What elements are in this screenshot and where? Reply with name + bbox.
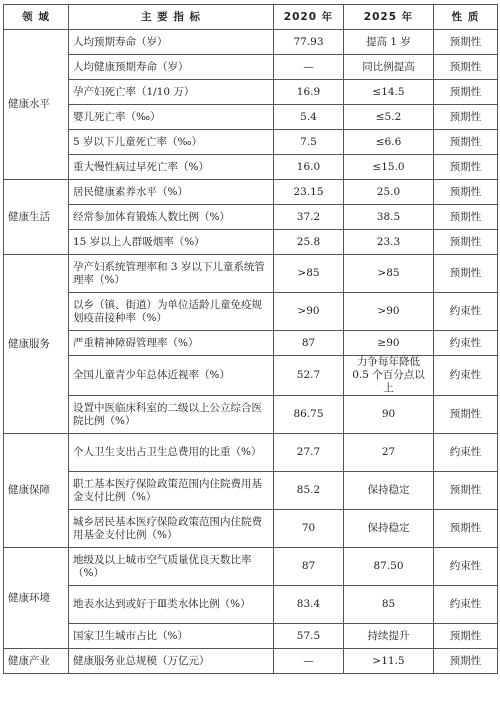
nature-cell: 预期性 [434,155,498,180]
value-2020-cell: 7.5 [274,130,344,155]
value-2025-cell: >90 [344,293,434,331]
header-nature: 性 质 [434,5,498,30]
nature-cell: 预期性 [434,255,498,293]
domain-health-industry: 健康产业 [4,649,69,674]
table-row [4,293,498,331]
indicator-cell: 全国儿童青少年总体近视率（%） [69,356,274,396]
indicator-cell: 5 岁以下儿童死亡率（‰） [69,130,274,155]
indicator-cell: 孕产妇系统管理率和 3 岁以下儿童系统管理率（%） [69,255,274,293]
nature-cell: 预期性 [434,180,498,205]
value-2025-cell: ≤6.6 [344,130,434,155]
nature-cell: 预期性 [434,624,498,649]
indicator-cell: 国家卫生城市占比（%） [69,624,274,649]
nature-cell: 预期性 [434,510,498,548]
value-2020-cell: — [274,649,344,674]
nature-cell: 预期性 [434,105,498,130]
indicator-cell: 以乡（镇、街道）为单位适龄儿童免疫规划疫苗接种率（%） [69,293,274,331]
indicator-cell: 健康服务业总规模（万亿元） [69,649,274,674]
value-2025-cell: ≤14.5 [344,80,434,105]
table-row [4,510,498,548]
value-2025-cell: 力争每年降低 0.5 个百分点以上 [344,356,434,396]
table-row [4,255,498,293]
nature-cell: 约束性 [434,548,498,586]
nature-cell: 约束性 [434,293,498,331]
header-domain: 领 域 [4,5,69,30]
indicator-cell: 城乡居民基本医疗保险政策范围内住院费用基金支付比例（%） [69,510,274,548]
header-year-2025: 2025 年 [344,5,434,30]
table-row [4,105,498,130]
table-row [4,548,498,586]
table-header [4,5,498,30]
value-2025-cell: >85 [344,255,434,293]
nature-cell: 约束性 [434,586,498,624]
indicator-cell: 设置中医临床科室的二级以上公立综合医院比例（%） [69,396,274,434]
value-2020-cell: 27.7 [274,434,344,472]
value-2025-cell: 持续提升 [344,624,434,649]
table-row [4,356,498,396]
domain-healthy-living: 健康生活 [4,180,69,255]
value-2020-cell: 23.15 [274,180,344,205]
value-2025-cell: 23.3 [344,230,434,255]
nature-cell: 约束性 [434,331,498,356]
value-2020-cell: 85.2 [274,472,344,510]
domain-health-services: 健康服务 [4,255,69,434]
value-2025-cell: 保持稳定 [344,472,434,510]
value-2025-cell: 27 [344,434,434,472]
value-2025-cell: 同比例提高 [344,55,434,80]
table-row [4,624,498,649]
value-2020-cell: >90 [274,293,344,331]
table-row [4,55,498,80]
health-indicators-table [3,4,498,674]
table-row [4,180,498,205]
value-2020-cell: 86.75 [274,396,344,434]
value-2020-cell: 87 [274,548,344,586]
indicator-cell: 孕产妇死亡率（1/10 万） [69,80,274,105]
table-row [4,205,498,230]
indicator-cell: 重大慢性病过早死亡率（%） [69,155,274,180]
table-row [4,649,498,674]
value-2025-cell: ≥90 [344,331,434,356]
indicator-cell: 经常参加体育锻炼人数比例（%） [69,205,274,230]
nature-cell: 预期性 [434,130,498,155]
value-2020-cell: 16.0 [274,155,344,180]
table-row [4,472,498,510]
nature-cell: 预期性 [434,472,498,510]
domain-health-level: 健康水平 [4,30,69,180]
value-2025-cell: 87.50 [344,548,434,586]
table-row [4,130,498,155]
nature-cell: 预期性 [434,396,498,434]
table-row [4,230,498,255]
nature-cell: 预期性 [434,80,498,105]
domain-health-environment: 健康环境 [4,548,69,649]
value-2025-cell: 38.5 [344,205,434,230]
table-row [4,434,498,472]
nature-cell: 约束性 [434,434,498,472]
indicator-cell: 15 岁以上人群吸烟率（%） [69,230,274,255]
value-2020-cell: 57.5 [274,624,344,649]
table-row [4,396,498,434]
nature-cell: 预期性 [434,205,498,230]
value-2020-cell: — [274,55,344,80]
indicator-cell: 职工基本医疗保险政策范围内住院费用基金支付比例（%） [69,472,274,510]
value-2020-cell: >85 [274,255,344,293]
value-2020-cell: 87 [274,331,344,356]
indicator-cell: 地表水达到或好于Ⅲ类水体比例（%） [69,586,274,624]
indicator-cell: 人均健康预期寿命（岁） [69,55,274,80]
nature-cell: 预期性 [434,30,498,55]
value-2020-cell: 5.4 [274,105,344,130]
indicator-cell: 严重精神障碍管理率（%） [69,331,274,356]
nature-cell: 约束性 [434,356,498,396]
value-2020-cell: 77.93 [274,30,344,55]
value-2025-cell: 25.0 [344,180,434,205]
header-year-2020: 2020 年 [274,5,344,30]
indicator-cell: 个人卫生支出占卫生总费用的比重（%） [69,434,274,472]
value-2020-cell: 25.8 [274,230,344,255]
domain-health-security: 健康保障 [4,434,69,548]
table-row [4,331,498,356]
indicator-cell: 婴儿死亡率（‰） [69,105,274,130]
nature-cell: 预期性 [434,55,498,80]
value-2020-cell: 37.2 [274,205,344,230]
value-2025-cell: 85 [344,586,434,624]
value-2025-cell: 保持稳定 [344,510,434,548]
header-indicator: 主 要 指 标 [69,5,274,30]
indicator-cell: 人均预期寿命（岁） [69,30,274,55]
nature-cell: 预期性 [434,230,498,255]
value-2020-cell: 52.7 [274,356,344,396]
value-2020-cell: 70 [274,510,344,548]
value-2025-cell: 90 [344,396,434,434]
table-row [4,586,498,624]
value-2020-cell: 83.4 [274,586,344,624]
value-2025-cell: 提高 1 岁 [344,30,434,55]
nature-cell: 预期性 [434,649,498,674]
indicator-cell: 地级及以上城市空气质量优良天数比率（%） [69,548,274,586]
value-2025-cell: >11.5 [344,649,434,674]
value-2020-cell: 16.9 [274,80,344,105]
table-row [4,80,498,105]
table-body [4,30,498,674]
table-row [4,30,498,55]
indicator-cell: 居民健康素养水平（%） [69,180,274,205]
value-2025-cell: ≤5.2 [344,105,434,130]
value-2025-cell: ≤15.0 [344,155,434,180]
table-row [4,155,498,180]
